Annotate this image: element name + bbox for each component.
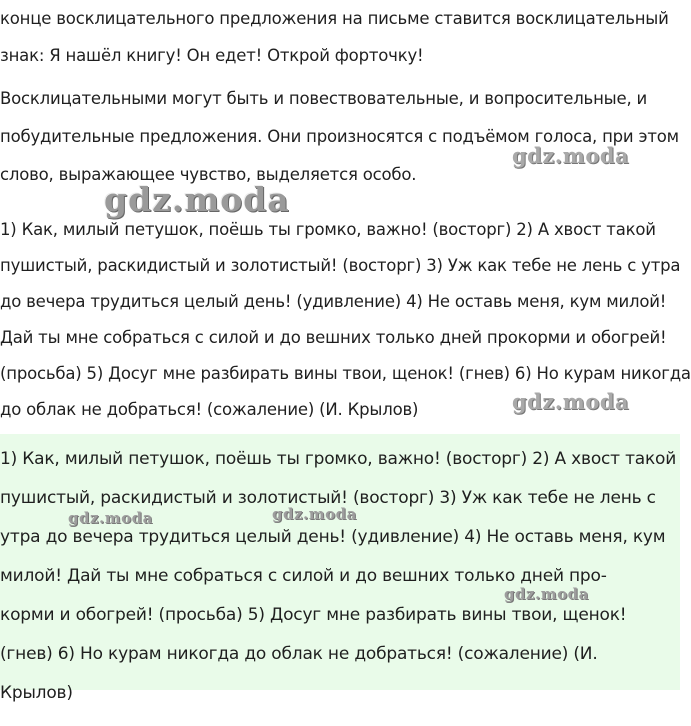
text-line: милой! Дай ты мне собраться с силой и до вешних только дней про- [0,566,607,586]
rule-paragraph [0,0,680,74]
watermark: gdz.moda [512,389,630,414]
text-line: Дай ты мне собраться с силой и до вешних только дней прокорми и обогрей! [0,328,667,347]
text-line: конце восклицательного предложения на письме ставится восклицательный [0,9,669,28]
text-line: (гнев) 6) Но курам никогда до облак не добраться! (сожаление) (И. [0,644,598,664]
text-line: 1) Как, милый петушок, поёшь ты громко, важно! (восторг) 2) А хвост такой [0,449,677,469]
watermark: gdz.moda [104,180,290,219]
watermark: gdz.moda [512,143,630,168]
text-line: побудительные предложения. Они произносятся с подъёмом голоса, при этом [0,127,679,146]
text-line: утра до вечера трудиться целый день! (удивление) 4) Не оставь меня, кум [0,527,666,547]
text-line: до вечера трудиться целый день! (удивление) 4) Не оставь меня, кум милой! [0,292,667,311]
text-line: слово, выражающее чувство, выделяется особо. [0,165,417,184]
watermark: gdz.moda [68,509,153,527]
text-line: знак: Я нашёл книгу! Он едет! Открой форточку! [0,46,424,65]
text-line: Восклицательными могут быть и повествовательные, и вопросительные, и [0,89,648,108]
text-line: Крылов) [0,683,73,703]
types-paragraph [0,80,680,194]
answer-paragraph [0,440,680,713]
text-line: до облак не добраться! (сожаление) (И. Крылов) [0,400,419,419]
text-line: корми и обогрей! (просьба) 5) Досуг мне разбирать вины твои, щенок! [0,605,627,625]
text-line: 1) Как, милый петушок, поёшь ты громко, важно! (восторг) 2) А хвост такой [0,220,656,239]
watermark: gdz.moda [272,505,357,523]
answer-box [0,434,680,703]
text-line: пушистый, раскидистый и золотистый! (восторг) 3) Уж как тебе не лень с [0,488,656,508]
watermark: gdz.moda [504,585,589,603]
text-line: (просьба) 5) Досуг мне разбирать вины твои, щенок! (гнев) 6) Но курам никогда [0,364,691,383]
text-line: пушистый, раскидистый и золотистый! (восторг) 3) Уж как тебе не лень с утра [0,256,681,275]
